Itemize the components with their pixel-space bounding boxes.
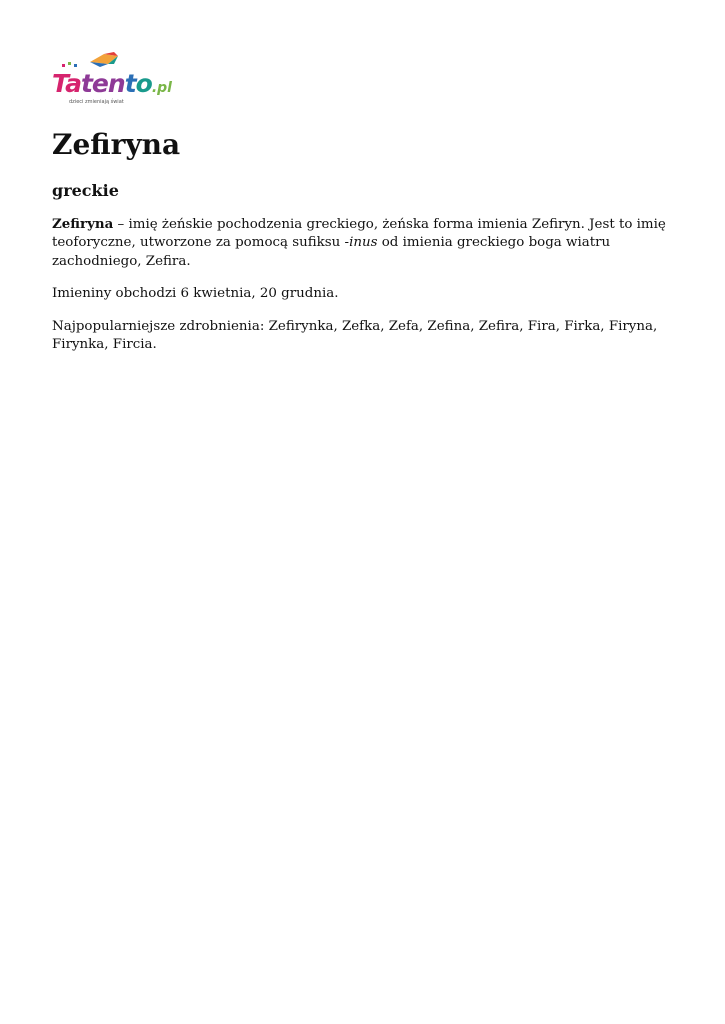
name-day-paragraph: Imieniny obchodzi 6 kwietnia, 20 grudnia. [52, 286, 339, 302]
intro-paragraph [52, 215, 667, 271]
logo-word-part: Ta [52, 69, 81, 98]
page-title: Zefiryna [52, 128, 181, 161]
logo-domain: .pl [151, 80, 172, 96]
talento-logo [52, 50, 172, 112]
logo-word-part: t [124, 69, 136, 98]
origin-heading: greckie [52, 181, 119, 200]
intro-text: – imię żeńskie pochodzenia greckiego, żeńska forma imienia Zefiryn. Jest to imię teoforyczne, utworzone za pomocą sufiksu - [52, 217, 666, 251]
document-page [52, 50, 667, 354]
suffix-italic: inus [349, 235, 378, 251]
logo-tagline: dzieci zmieniają świat [69, 99, 124, 105]
name-bold: Zefiryna [52, 216, 114, 232]
logo-word-part: ten [80, 69, 125, 98]
intro-text-end: od imienia greckiego boga wiatru zachodniego, Zefira. [52, 235, 611, 269]
diminutives-paragraph: Najpopularniejsze zdrobnienia: Zefirynka, Zefka, Zefa, Zefina, Zefira, Fira, Firka, Firyna, Firynka, Fircia. [52, 318, 658, 353]
logo-word-part: o [135, 69, 152, 98]
logo-wordmark [52, 70, 172, 102]
